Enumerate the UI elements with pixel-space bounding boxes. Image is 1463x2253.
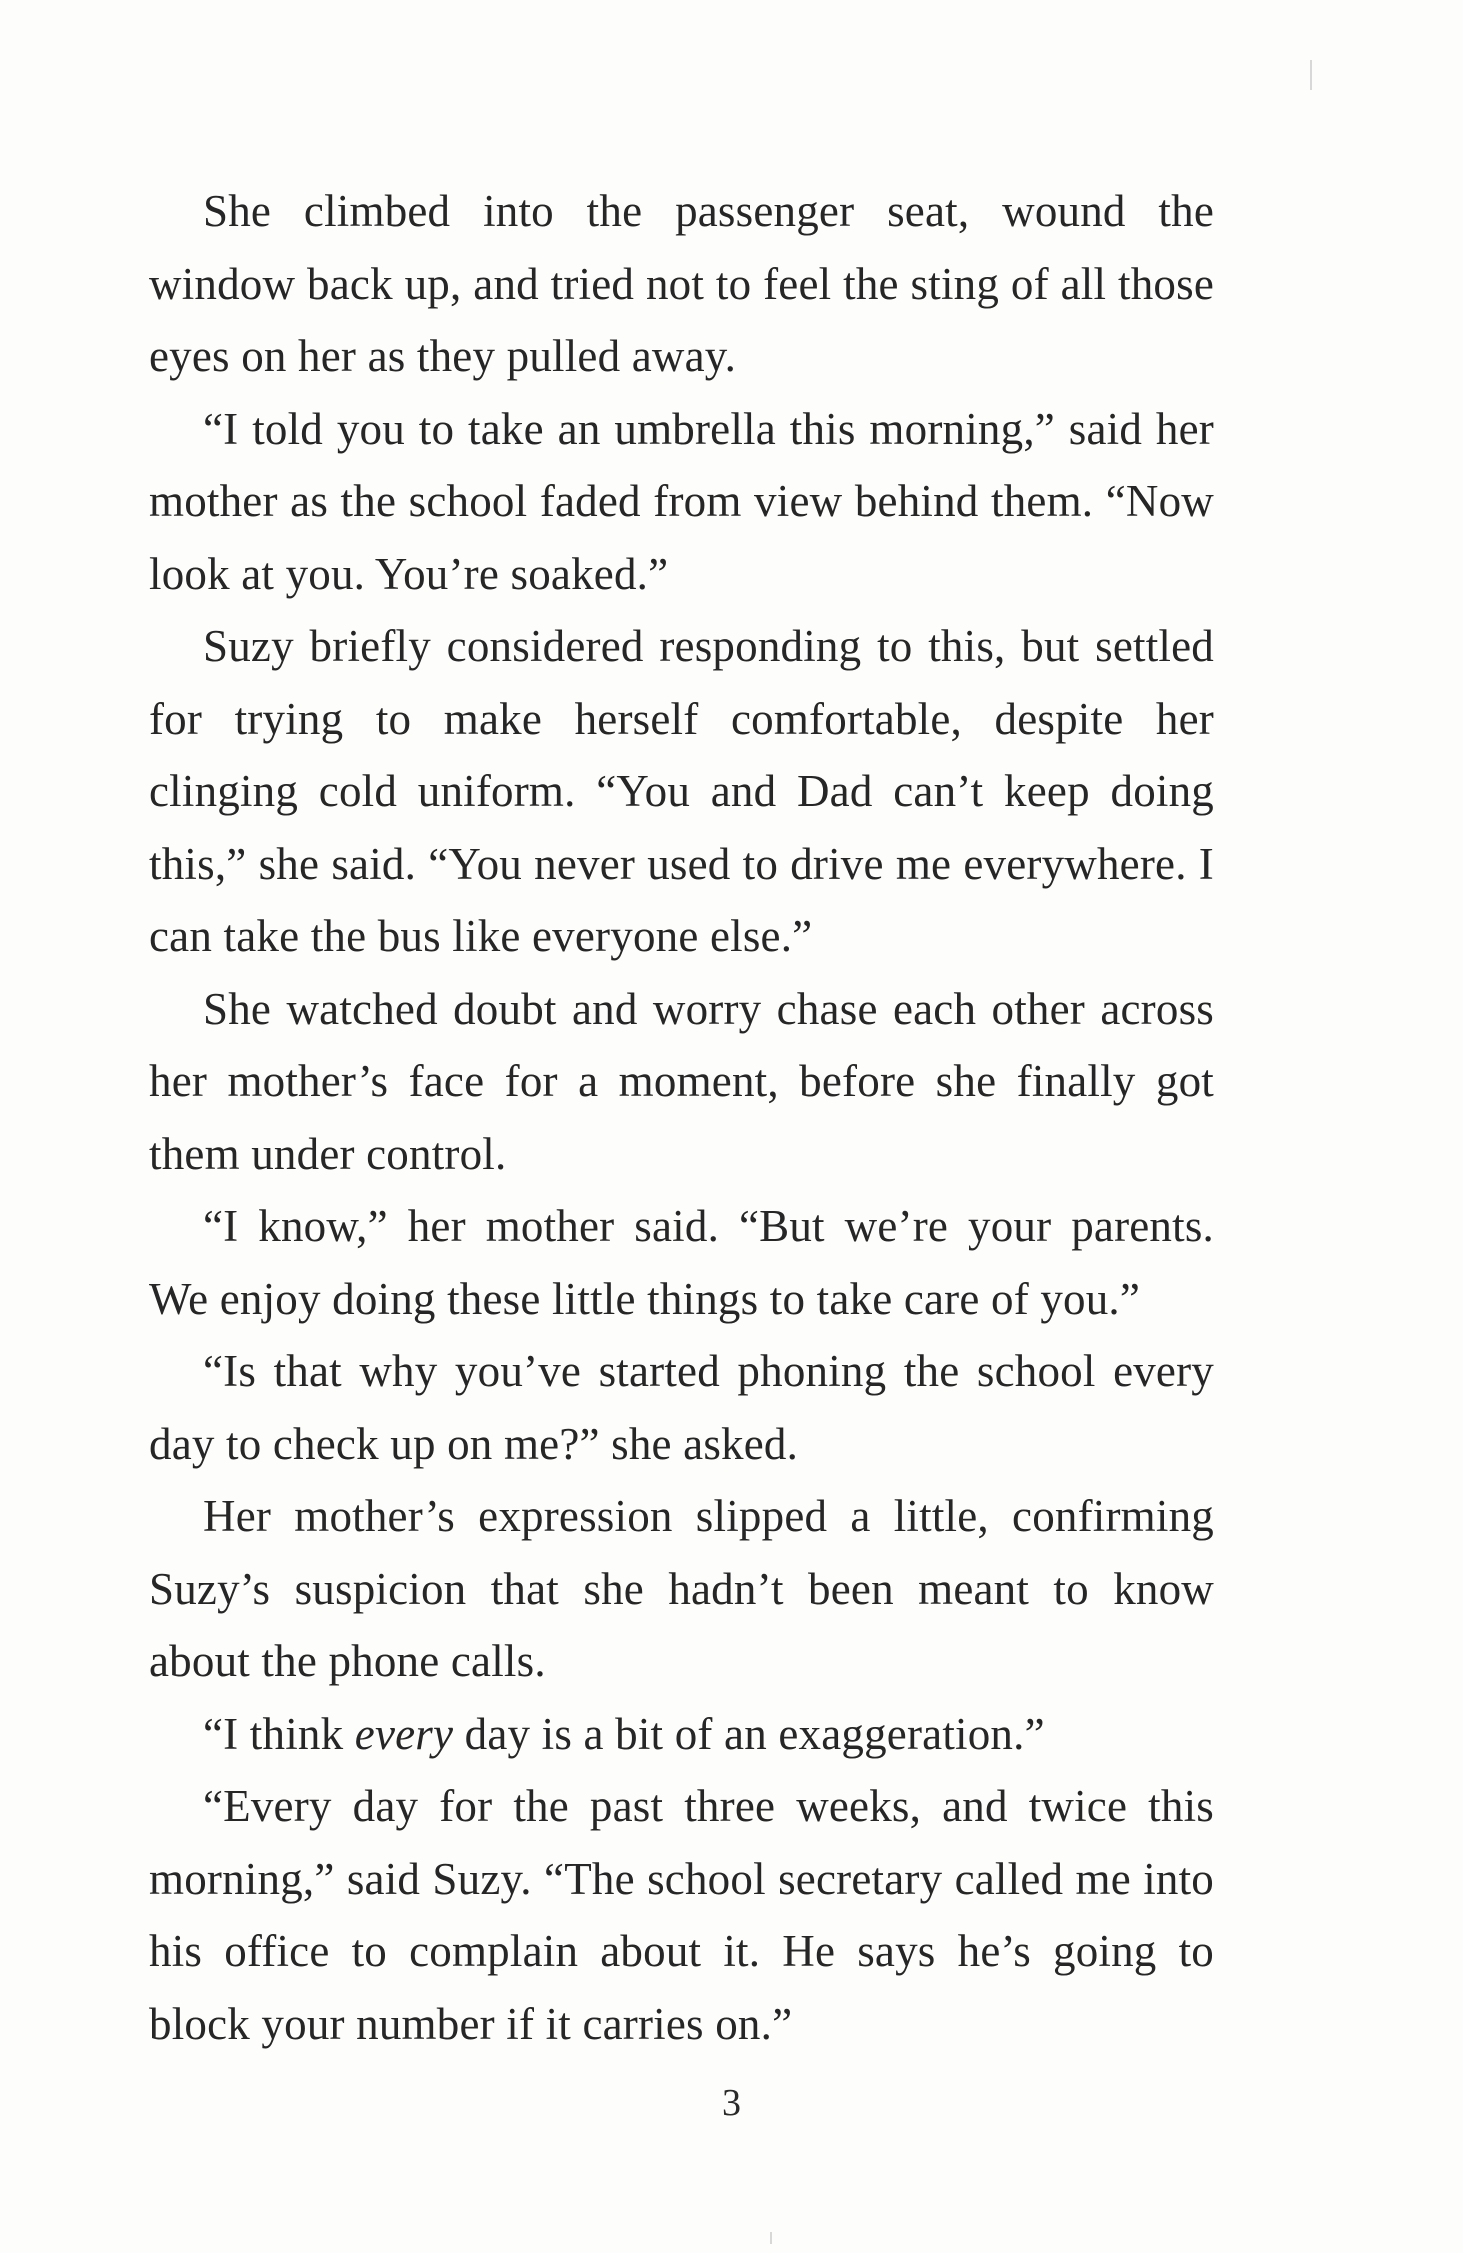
paragraph [149, 1698, 1214, 1771]
scan-artifact [770, 2232, 772, 2244]
paragraph-text: “I think [203, 1708, 355, 1759]
paragraph: She watched doubt and worry chase each other across her mother’s face for a moment, before she finally got them under control. [149, 983, 1214, 1179]
paragraph: “Every day for the past three weeks, and twice this morning,” said Suzy. “The school secretary called me into his office to complain about it. He says he’s going to block your number if it carries on.” [149, 1781, 1214, 2049]
emphasized-word: every [354, 1708, 454, 1759]
paragraph: She climbed into the passenger seat, wound the window back up, and tried not to feel the sting of all those eyes on her as they pulled away. [149, 186, 1214, 381]
paragraph: “I know,” her mother said. “But we’re your parents. We enjoy doing these little things to take care of you.” [149, 1201, 1214, 1324]
paragraph-text: day is a bit of an exaggeration.” [453, 1708, 1045, 1759]
page-number: 3 [722, 2082, 741, 2124]
paragraph: Suzy briefly considered responding to this, but settled for trying to make herself comfortable, despite her clinging cold uniform. “You and Dad can’t keep doing this,” she said. “You never used to drive me everywhere. I can take the bus like everyone else.” [149, 621, 1214, 961]
paragraph: “Is that why you’ve started phoning the school every day to check up on me?” she asked. [149, 1346, 1214, 1469]
scan-artifact [1310, 60, 1312, 90]
body-text [149, 175, 1214, 2060]
paragraph: Her mother’s expression slipped a little, confirming Suzy’s suspicion that she hadn’t been meant to know about the phone calls. [149, 1491, 1214, 1686]
paragraph: “I told you to take an umbrella this morning,” said her mother as the school faded from view behind them. “Now look at you. You’re soaked.” [149, 403, 1214, 599]
